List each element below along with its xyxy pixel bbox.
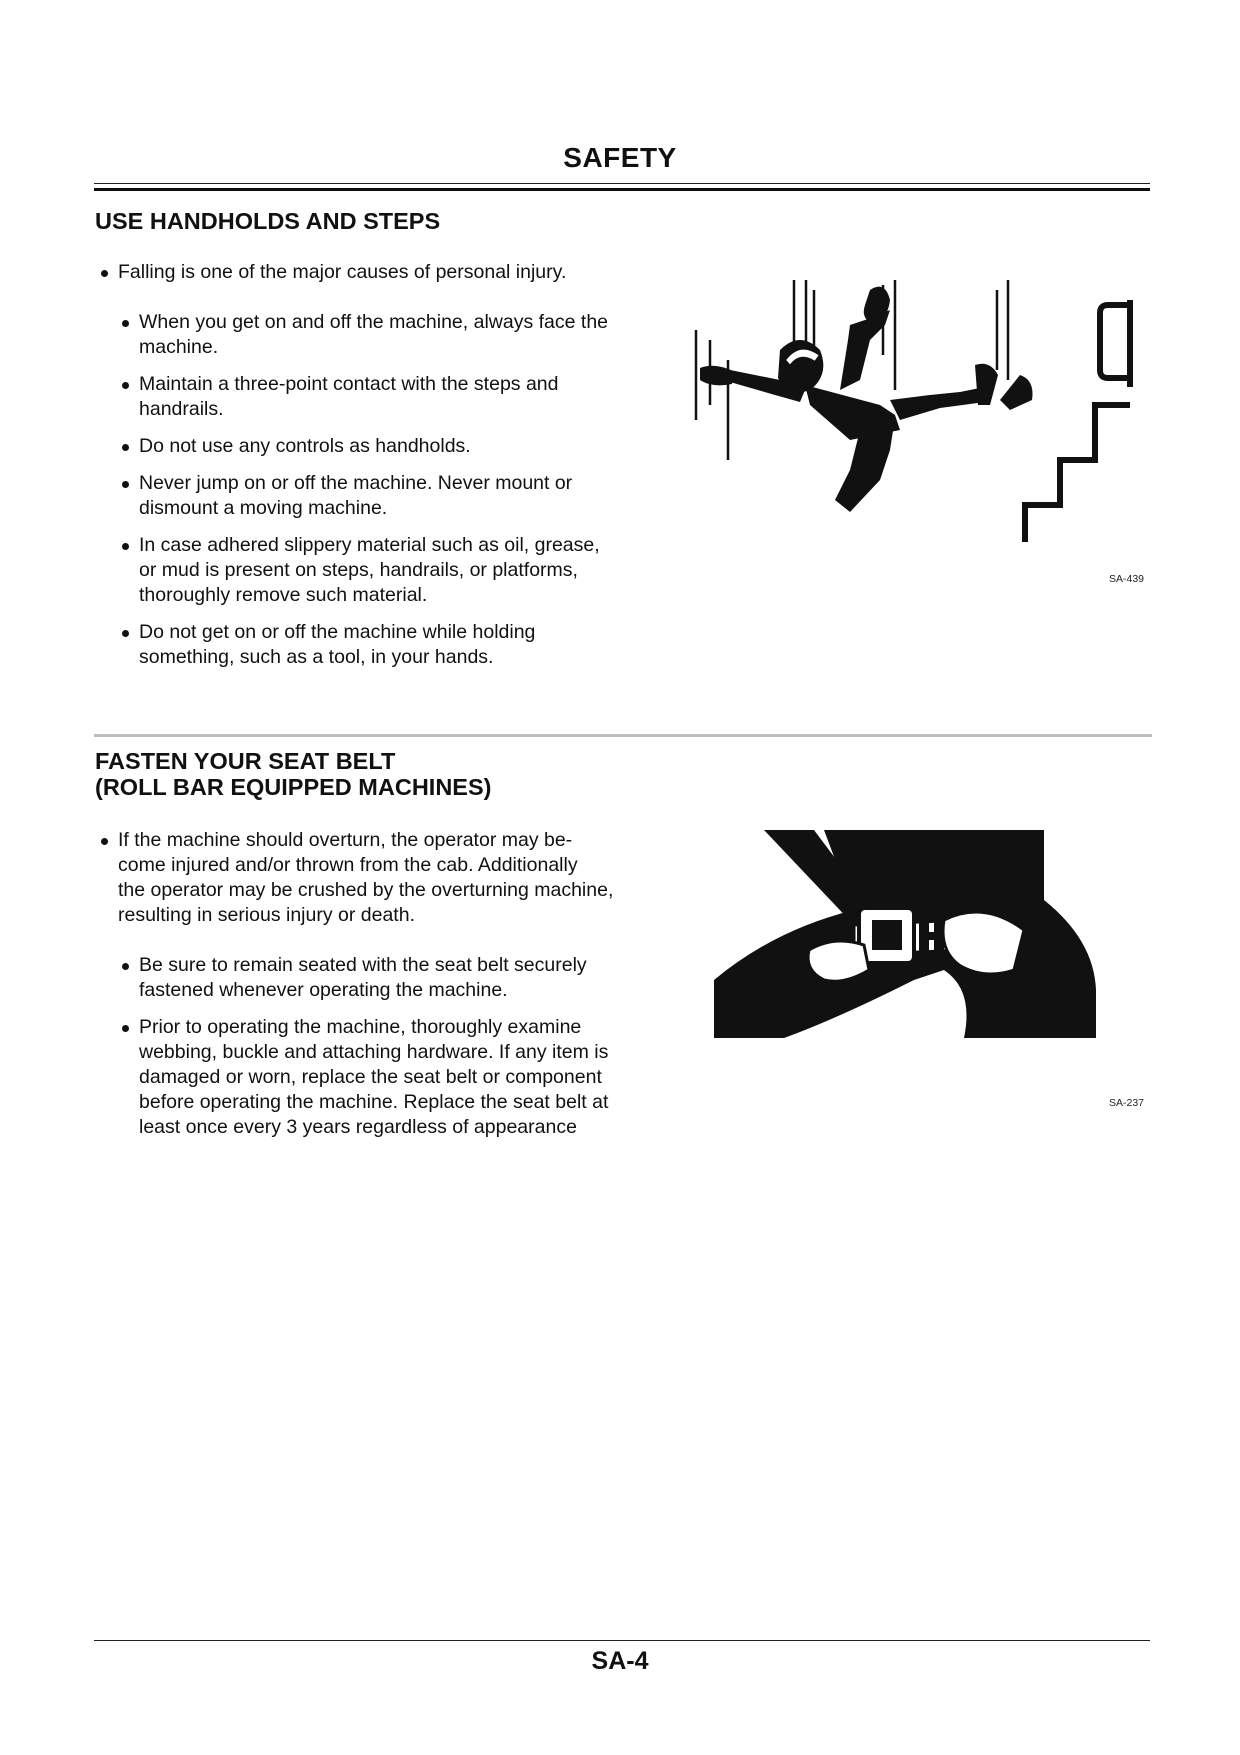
section2-intro-list	[118, 828, 678, 928]
section2-bullet-list	[139, 953, 679, 1140]
list-item: Maintain a three-point contact with the steps and handrails.	[139, 372, 679, 422]
header-rule-thick	[94, 188, 1150, 191]
list-item: Falling is one of the major causes of personal injury.	[118, 260, 678, 285]
list-item: When you get on and off the machine, always face the machine.	[139, 310, 679, 360]
section-heading-handholds: USE HANDHOLDS AND STEPS	[95, 208, 441, 234]
list-item: Do not get on or off the machine while holding something, such as a tool, in your hands.	[139, 620, 679, 670]
section-divider	[94, 734, 1152, 737]
figure-code-sa237: SA-237	[1109, 1097, 1145, 1109]
list-item: If the machine should overturn, the operator may be- come injured and/or thrown from the cab. Additionally the operator may be crushed by the overturning machine, resulting in serious injury or death.	[118, 828, 678, 928]
list-item: Prior to operating the machine, thoroughly examine webbing, buckle and attaching hardware. If any item is damaged or worn, replace the seat belt or component before operating the machine. Replace the seat belt at least once every 3 years regardless of appearance	[139, 1015, 679, 1140]
list-item: In case adhered slippery material such as oil, grease, or mud is present on steps, handrails, or platforms, thoroughly remove such material.	[139, 533, 679, 608]
figure-code-sa439: SA-439	[1109, 573, 1145, 585]
section-heading-seat-belt: FASTEN YOUR SEAT BELT (ROLL BAR EQUIPPED MACHINES)	[95, 748, 492, 800]
page-title: SAFETY	[563, 142, 677, 173]
section1-bullet-list	[139, 310, 679, 670]
list-item: Do not use any controls as handholds.	[139, 434, 679, 459]
seat-belt-buckle-illustration	[714, 830, 1096, 1038]
footer-rule	[94, 1640, 1150, 1641]
section1-intro-list	[118, 260, 678, 285]
list-item: Never jump on or off the machine. Never mount or dismount a moving machine.	[139, 471, 679, 521]
page-number: SA-4	[591, 1647, 649, 1675]
header-rule-thin	[94, 183, 1150, 184]
list-item: Be sure to remain seated with the seat belt securely fastened whenever operating the machine.	[139, 953, 679, 1003]
falling-person-illustration	[690, 280, 1140, 545]
